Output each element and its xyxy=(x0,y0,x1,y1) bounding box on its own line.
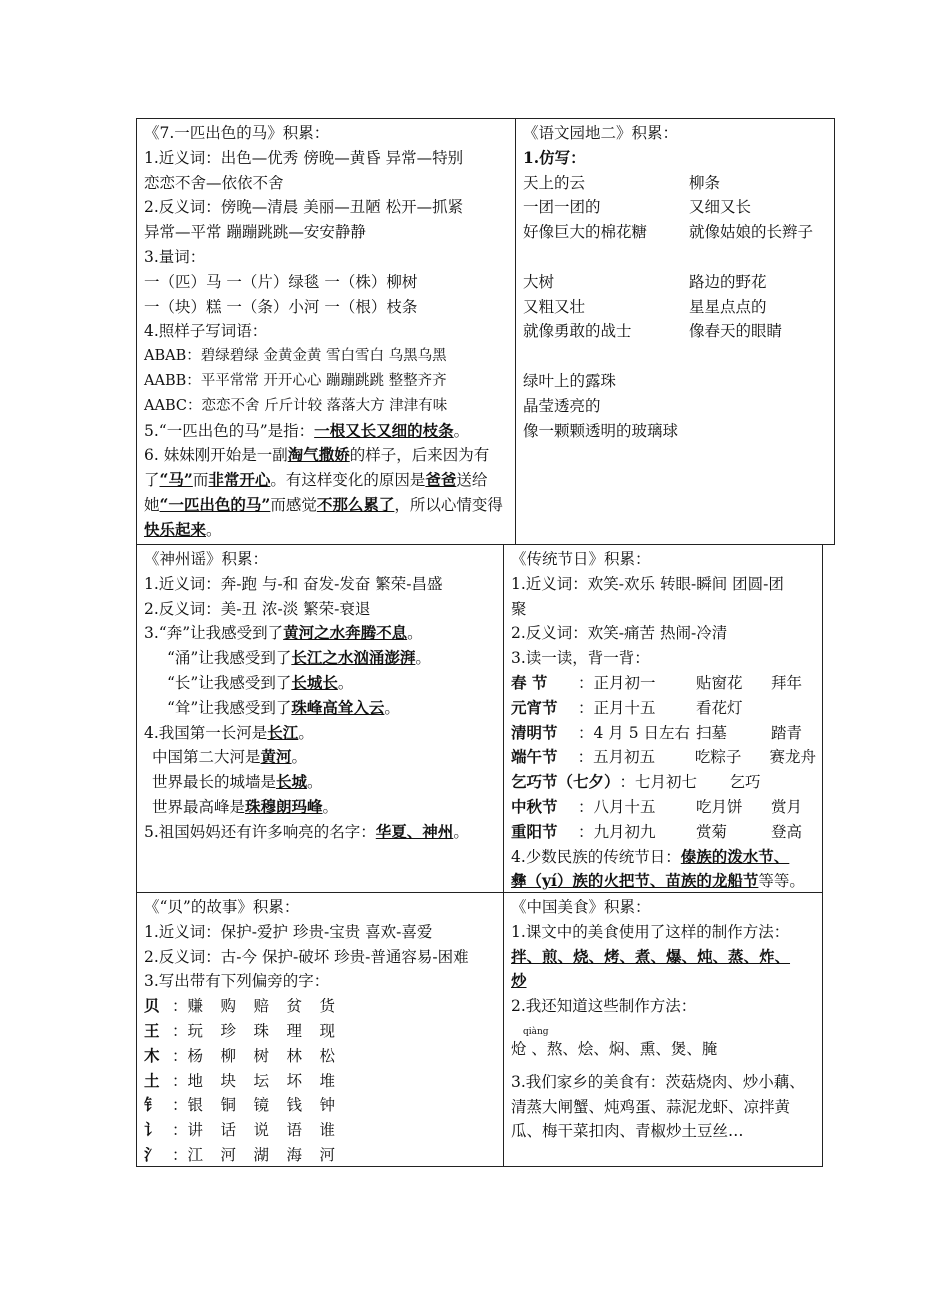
pinyin-annotation: qiàng xyxy=(523,1026,549,1037)
text-line: 2.反义词：古-今 保护-破坏 珍贵-普通容易-困难 xyxy=(144,947,469,966)
answer: 爸爸 xyxy=(425,470,457,490)
text-line: 恋恋不舍—依依不舍 xyxy=(144,173,284,192)
poem-row: 好像巨大的棉花糖 就像姑娘的长辫子 xyxy=(523,223,814,242)
text-line: 3.写出带有下列偏旁的字： xyxy=(144,972,330,991)
text-line: 5.祖国妈妈还有许多响亮的名字：华夏、神州。 xyxy=(144,821,469,841)
text-line: 世界最高峰是珠穆朗玛峰。 xyxy=(152,796,339,816)
answer-line: 炒 xyxy=(511,971,527,991)
text-line: 3.我们家乡的美食有：茨菇烧肉、炒小藕、 xyxy=(511,1072,805,1091)
text-line: “涌”让我感受到了长江之水汹涌澎湃。 xyxy=(167,648,431,668)
text-line: 异常—平常 蹦蹦跳跳—安安静静 xyxy=(144,223,366,242)
poem-line: 晶莹透亮的 xyxy=(523,396,601,415)
text-line: 3.读一读，背一背： xyxy=(511,649,650,668)
festival-row: 端午节 ：五月初五 吃粽子 赛龙舟 xyxy=(511,747,816,767)
poem-row: 一团一团的 又细又长 xyxy=(523,198,752,217)
section-title: 《神州谣》积累： xyxy=(144,550,269,568)
poem-line: 绿叶上的露珠 xyxy=(523,371,617,390)
answer: “马” xyxy=(159,470,193,490)
cell-shenzhou-song xyxy=(136,544,504,893)
section-title: 《7.一匹出色的马》积累： xyxy=(144,124,330,142)
text-line: 世界最长的城墙是长城。 xyxy=(152,772,323,792)
text-line: “长”让我感受到了长城长。 xyxy=(167,672,354,692)
radical-row: 讠 ：讲 话 说 语 谁 xyxy=(144,1120,336,1140)
text-line: ABAB：碧绿碧绿 金黄金黄 雪白雪白 乌黑乌黑 xyxy=(144,348,447,365)
radical-row: 木 ：杨 柳 树 林 松 xyxy=(144,1045,336,1065)
text-line: 3.量词： xyxy=(144,247,206,266)
text-line: 1.课文中的美食使用了这样的制作方法： xyxy=(511,922,790,941)
answer: 一根又长又细的枝条 xyxy=(314,420,454,440)
text-line: 2.反义词：欢笑-痛苦 热闹-冷清 xyxy=(511,624,728,643)
cell-traditional-festivals xyxy=(503,544,823,893)
radical-row: 氵 ：江 河 湖 海 河 xyxy=(144,1144,336,1164)
text-line: 1.近义词：欢笑-欢乐 转眼-瞬间 团圆-团 xyxy=(511,574,784,593)
answer: 快乐起来 xyxy=(144,519,207,539)
text-line: 一（匹）马 一（片）绿毯 一（株）柳树 xyxy=(144,272,418,291)
festival-row: 春 节 ：正月初一 贴窗花 拜年 xyxy=(511,672,803,692)
text-line: 清蒸大闸蟹、炖鸡蛋、蒜泥龙虾、凉拌黄 xyxy=(511,1097,791,1116)
text-line: 2.反义词：傍晚—清晨 美丽—丑陋 松开—抓紧 xyxy=(144,198,464,217)
poem-row: 天上的云 柳条 xyxy=(523,173,721,192)
text-line: 4.我国第一长河是长江。 xyxy=(144,722,314,742)
text-line: 1.近义词：保护-爱护 珍贵-宝贵 喜欢-喜爱 xyxy=(144,922,433,941)
cell-horse-lesson xyxy=(136,118,516,545)
text-line: AABB：平平常常 开开心心 蹦蹦跳跳 整整齐齐 xyxy=(144,372,447,389)
answer: 不那么累了 xyxy=(316,494,395,514)
cell-shell-story xyxy=(136,892,504,1167)
section-title: 《传统节日》积累： xyxy=(511,550,651,568)
radical-row: 土 ：地 块 坛 坏 堆 xyxy=(144,1070,336,1090)
text-line: 彝（yí）族的火把节、苗族的龙船节等等。 xyxy=(511,871,805,891)
question-5: 5.“一匹出色的马”是指：一根又长又细的枝条。 xyxy=(144,420,470,440)
poem-row: 大树 路边的野花 xyxy=(523,272,767,291)
poem-row: 又粗又壮 星星点点的 xyxy=(523,297,767,316)
section-title: 《中国美食》积累： xyxy=(511,898,651,916)
text-line: “耸”让我感受到了珠峰高耸入云。 xyxy=(167,697,400,717)
text-line: 炝 、熬、烩、焖、熏、煲、腌 xyxy=(511,1039,718,1058)
festival-row: 重阳节 ：九月初九 赏菊 登高 xyxy=(511,821,803,841)
festival-row: 元宵节 ：正月十五 看花灯 xyxy=(511,697,743,717)
text-line: AABC：恋恋不舍 斤斤计较 落落大方 津津有味 xyxy=(144,397,448,414)
answer-line: 拌、煎、烧、烤、煮、爆、炖、蒸、炸、 xyxy=(511,946,791,966)
text-line: 4.照样子写词语： xyxy=(144,322,268,341)
text-line: 1.近义词：奔-跑 与-和 奋发-发奋 繁荣-昌盛 xyxy=(144,574,443,593)
cell-chinese-food xyxy=(503,892,823,1167)
text-line: 1.近义词：出色—优秀 傍晚—黄昏 异常—特别 xyxy=(144,148,464,167)
text-line: 聚 xyxy=(511,599,527,618)
text-line: 2.我还知道这些制作方法： xyxy=(511,997,697,1016)
radical-row: 钅 ：银 铜 镜 钱 钟 xyxy=(144,1095,336,1115)
cell-garden-two xyxy=(515,118,835,545)
section-title: 《语文园地二》积累： xyxy=(523,124,679,142)
festival-row: 乞巧节（七夕） ：七月初七 乞巧 xyxy=(511,772,761,792)
subheading: 1.仿写： xyxy=(523,147,586,167)
text-line: 一（块）糕 一（条）小河 一（根）枝条 xyxy=(144,297,418,316)
answer: 淘气撒娇 xyxy=(287,445,350,465)
radical-row: 贝 ：赚 购 赔 贫 货 xyxy=(144,996,336,1016)
festival-row: 清明节 ：4 月 5 日左右 扫墓 踏青 xyxy=(511,722,803,742)
text-line: 4.少数民族的传统节日：傣族的泼水节、 xyxy=(511,846,790,866)
answer: “一匹出色的马” xyxy=(159,494,271,514)
text-line: 瓜、梅干菜扣肉、青椒炒土豆丝… xyxy=(511,1122,744,1141)
section-title: 《“贝”的故事》积累： xyxy=(144,898,300,916)
text-line: 3.“奔”让我感受到了黄河之水奔腾不息。 xyxy=(144,623,423,643)
text-line: 2.反义词：美-丑 浓-淡 繁荣-衰退 xyxy=(144,599,371,618)
answer: 非常开心 xyxy=(208,470,271,490)
poem-line: 像一颗颗透明的玻璃球 xyxy=(523,421,679,440)
text-line: 中国第二大河是黄河。 xyxy=(152,747,308,767)
radical-row: 王 ：玩 珍 珠 理 现 xyxy=(144,1020,336,1040)
question-6: 6. 妹妹刚开始是一副淘气撒娇的样子，后来因为有了“马”而非常开心。有这样变化的原因是爸爸送给她“一匹出色的马”而感觉不那么累了，所以心情变得快乐起来。 xyxy=(144,445,503,539)
poem-row: 就像勇敢的战士 像春天的眼睛 xyxy=(523,322,783,341)
festival-row: 中秋节 ：八月十五 吃月饼 赏月 xyxy=(511,796,803,816)
